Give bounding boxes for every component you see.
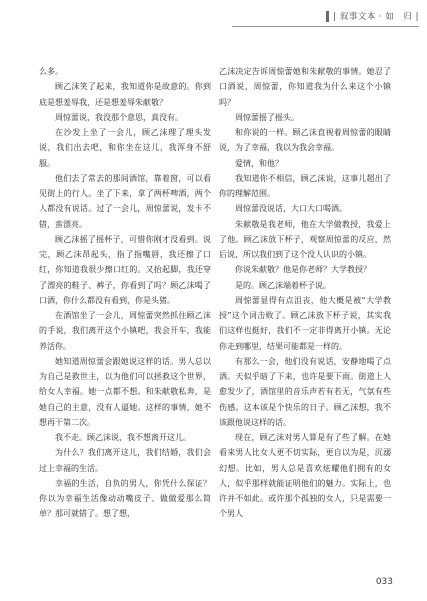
paragraph: 我不走。顾乙沫说，我不想离开这儿。 [55,433,191,442]
paragraph: 周惊蕾摇了摇头。 [235,112,299,122]
right-text-column [219,64,391,522]
running-header [326,9,419,23]
paragraph: 你说朱献敬？他是你老师？大学教授？ [235,265,371,275]
paragraph: 他们去了常去的那间酒馆，靠着窗，可以看见街上的行人。坐了下来，拿了两杯啤酒，两个人都没有说话。过了一会儿，周惊蕾说，发卡不错，蛮漂亮。 [39,173,211,229]
paragraph: 顾乙沫摇了摇杯子，可惜你刚才没看到。说完，顾乙沫昂起头，指了指嘴唇，我还擦了口红，你知道我很少擦口红的。又抬起脚，我还穿了漂亮的鞋子、裤子，你看到了吗？顾乙沫喝了口酒，你什么都没有看到，你是头猪。 [39,234,211,305]
paragraph: 周惊蕾没说话，大口大口喝酒。 [235,204,347,214]
page-number: 033 [375,577,393,587]
paragraph: 为什么？我们离开这儿，我们结婚，我们会过上幸福的生活。 [39,448,211,473]
paragraph: 幸福的生活，自负的男人，你凭什么保证？你以为幸福生活像动动嘴皮子、做做爱那么简单？那可就错了。想了想， [39,478,211,519]
paragraph: 么多。 [39,67,63,76]
header-rule [232,26,419,27]
paragraph: 乙沫决定告诉周惊蕾她和朱献敬的事情。她忍了口酒说，周惊蕾，你知道我为什么来这个小镇吗？ [219,67,391,107]
paragraph: 有那么一会，他们没有说话，安静地喝了点酒。天似乎暗了下来，也许是要下雨。街道上人愈发少了，酒馆里的音乐声若有若无，气氛有些伤感。这本该是个快乐的日子。顾乙沫想，我不该跟他说这样的话。 [219,356,391,427]
paragraph: 和你说的一样。顾乙沫直视着周惊蕾的眼睛说，为了幸福，我以为我会幸福。 [219,128,391,153]
paragraph: 我知道你不相信，顾乙沫说，这事儿超出了你的理解范围。 [219,173,391,198]
paragraph: 周惊蕾显得有点沮丧，他大概是被“大学教授”这个词击败了。顾乙沫放下杯子说，其实我们这样也挺好，我们不一定非得离开小镇。无论你走到哪里，结果可能都是一样的。 [219,295,391,351]
paragraph: 周惊蕾说，我没那个意思，真没有。 [55,112,183,122]
left-text-column [39,64,211,522]
paragraph: 朱献敬是我老师，他在大学做教授，我爱上了他。顾乙沫放下杯子，观察周惊蕾的反应，然后说，所以我们到了这个没人认识的小镇。 [219,219,391,259]
paragraph: 现在，顾乙沫对男人算是有了些了解。在她看来男人比女人更不切实际，更自以为是，沉溺幻想。比如，男人总是喜欢炫耀他们拥有的女人，似乎那样就能证明他们的魅力。实际上，也许并不如此。或许那个孤独的女人，只是需要一个男人 [219,433,391,519]
paragraph: 是的。顾乙沫端着杯子说。 [235,280,331,290]
running-title: | 叙事文本 · 如 归 | [333,12,419,22]
header-accent-bar [326,11,329,22]
paragraph: 她知道周惊蕾会跟她说这样的话。男人总以为自己是救世主，以为他们可以拯救这个世界，给女人幸福。她一点都不想。和朱献敬私奔，是她自己的主意，没有人逼她。这样的事情，她不想再干第二次。 [39,356,211,427]
paragraph: 爱情，和他？ [235,158,283,168]
paragraph: 顾乙沫笑了起来，我知道你是故意的。你到底是想羞辱我，还是想羞辱朱献敬？ [39,82,211,107]
paragraph: 在沙发上坐了一会儿，顾乙沫理了理头发说，我们出去吧，和你坐在这儿，我浑身不舒服。 [39,128,211,168]
paragraph: 在酒馆坐了一会儿，周惊蕾突然抓住顾乙沫的手说，我们离开这个小镇吧，我会开车，我能养活你。 [39,311,211,351]
